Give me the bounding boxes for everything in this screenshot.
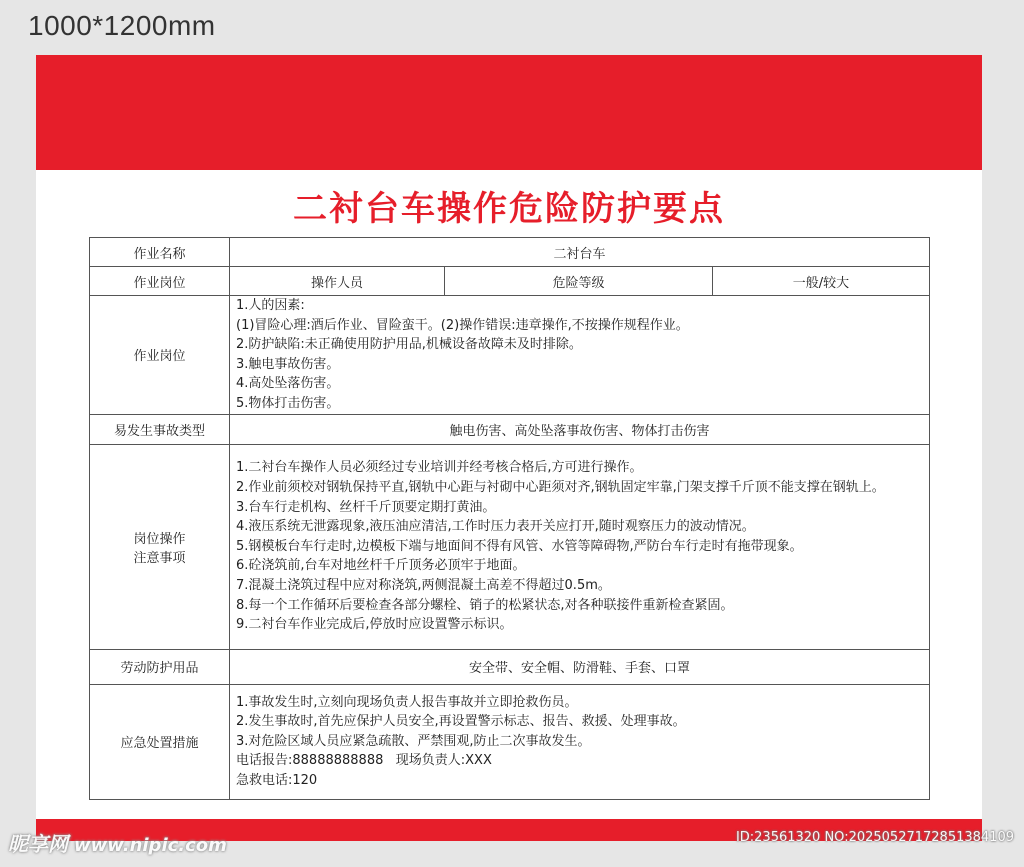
row-job-name — [90, 238, 930, 267]
emergency-label: 应急处置措施 — [90, 684, 230, 799]
hazards-label: 作业岗位 — [90, 296, 230, 415]
watermark-id: ID:23561320 NO:20250527172851384109 — [735, 830, 1014, 845]
watermark-brand — [8, 828, 227, 857]
sign-title: 二衬台车操作危险防护要点 — [293, 189, 725, 229]
top-red-band — [36, 55, 982, 170]
emergency-content — [230, 684, 930, 799]
accident-types-value: 触电伤害、高处坠落事故伤害、物体打击伤害 — [230, 414, 930, 444]
row-hazards — [90, 296, 930, 415]
precaution-line: 6.砼浇筑前,台车对地丝杆千斤顶务必顶牢于地面。 — [236, 558, 526, 574]
precaution-line: 2.作业前须校对钢轨保持平直,钢轨中心距与衬砌中心距须对齐,钢轨固定牢靠,门架支撑千斤顶不能支撑在钢轨上。 — [236, 479, 885, 495]
job-name-value: 二衬台车 — [230, 238, 930, 267]
size-label: 1000*1200mm — [28, 10, 216, 41]
precaution-line: 8.每一个工作循环后要检查各部分螺栓、销子的松紧状态,对各种联接件重新检查紧固。 — [236, 597, 734, 613]
hazard-line: 5.物体打击伤害。 — [236, 395, 340, 411]
row-precautions — [90, 444, 930, 649]
row-ppe — [90, 649, 930, 684]
ppe-label: 劳动防护用品 — [90, 649, 230, 684]
job-name-label: 作业名称 — [90, 238, 230, 267]
precaution-line: 5.钢模板台车行走时,边模板下端与地面间不得有风管、水管等障碍物,严防台车行走时有拖带现象。 — [236, 538, 803, 554]
operator-cell: 操作人员 — [230, 267, 445, 296]
emergency-line: 急救电话:120 — [236, 772, 318, 788]
precautions-label — [90, 444, 230, 649]
sign-board — [36, 55, 982, 841]
safety-table — [89, 237, 930, 800]
row-job-post — [90, 267, 930, 296]
row-accident-types — [90, 414, 930, 444]
precautions-label-line1: 岗位操作 — [133, 531, 186, 547]
precaution-line: 1.二衬台车操作人员必须经过专业培训并经考核合格后,方可进行操作。 — [236, 460, 643, 476]
hazard-line: (1)冒险心理:酒后作业、冒险蛮干。(2)操作错误:违章操作,不按操作规程作业。 — [236, 317, 689, 333]
watermark-brand-name: 昵享网 — [8, 832, 68, 856]
hazard-line: 3.触电事故伤害。 — [236, 356, 340, 372]
precaution-line: 9.二衬台车作业完成后,停放时应设置警示标识。 — [236, 617, 513, 633]
risk-level-label: 危险等级 — [445, 267, 713, 296]
precaution-line: 4.液压系统无泄露现象,液压油应清洁,工作时压力表开关应打开,随时观察压力的波动情况。 — [236, 519, 755, 535]
row-emergency — [90, 684, 930, 799]
precaution-line: 7.混凝土浇筑过程中应对称浇筑,两侧混凝土高差不得超过0.5m。 — [236, 577, 611, 593]
emergency-line: 1.事故发生时,立刻向现场负责人报告事故并立即抢救伤员。 — [236, 694, 578, 710]
emergency-line: 3.对危险区域人员应紧急疏散、严禁围观,防止二次事故发生。 — [236, 733, 591, 749]
risk-level-value: 一般/较大 — [713, 267, 930, 296]
emergency-line: 2.发生事故时,首先应保护人员安全,再设置警示标志、报告、救援、处理事故。 — [236, 714, 686, 730]
precautions-content — [230, 444, 930, 649]
job-post-label: 作业岗位 — [90, 267, 230, 296]
emergency-line: 电话报告:88888888888 现场负责人:XXX — [236, 753, 492, 769]
accident-types-label: 易发生事故类型 — [90, 414, 230, 444]
ppe-value: 安全带、安全帽、防滑鞋、手套、口罩 — [230, 649, 930, 684]
hazard-line: 4.高处坠落伤害。 — [236, 376, 340, 392]
hazard-line: 2.防护缺陷:未正确使用防护用品,机械设备故障未及时排除。 — [236, 337, 582, 353]
precautions-label-line2: 注意事项 — [133, 550, 186, 566]
hazard-line: 1.人的因素: — [236, 298, 305, 313]
watermark-url: www.nipic.com — [74, 835, 227, 856]
precaution-line: 3.台车行走机构、丝杆千斤顶要定期打黄油。 — [236, 499, 496, 515]
hazards-content — [230, 296, 930, 415]
